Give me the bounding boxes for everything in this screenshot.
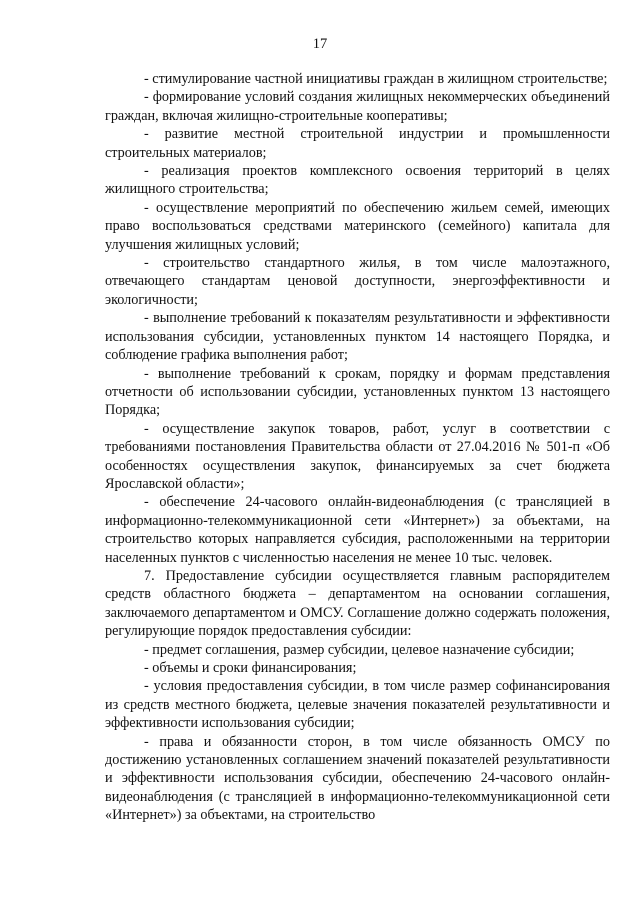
paragraph: - объемы и сроки финансирования; [144, 660, 357, 676]
page-number: 17 [312, 36, 328, 52]
paragraph: - выполнение требований к показателям результативности и эффективности использования субсидии, установленных пунктом 14 настоящего Порядка, и соблюдение графика выполнения работ; [105, 310, 610, 364]
paragraph: 7. Предоставление субсидии осуществляется главным распорядителем средств областного бюджета – департаментом на основании соглашения, заключаемого департаментом и ОМСУ. Соглашение должно содержать положения, регулирующие порядок предоставления субсидии: [105, 567, 610, 640]
paragraph: - условия предоставления субсидии, в том числе размер софинансирования из средств местного бюджета, целевые значения показателей результативности и эффективности использования субсидии; [105, 678, 610, 732]
paragraph: - реализация проектов комплексного освоения территорий в целях жилищного строительства; [105, 163, 610, 198]
paragraph: - осуществление мероприятий по обеспечению жильем семей, имеющих право воспользоваться средствами материнского (семейного) капитала для улучшения жилищных условий; [105, 199, 610, 253]
paragraph: - осуществление закупок товаров, работ, услуг в соответствии с требованиями постановления Правительства области от 27.04.2016 № 501-п «Об особенностях осуществления закупок, финансируемых за счет бюджета Ярославской области»; [105, 420, 610, 492]
paragraph: - выполнение требований к срокам, порядку и формам представления отчетности об использовании субсидии, установленных пунктом 13 настоящего Порядка; [105, 365, 610, 419]
paragraph: - права и обязанности сторон, в том числе обязанность ОМСУ по достижению установленных соглашением значений показателей результативности и эффективности использования субсидии, обеспечению 24-часового онлайн-видеонаблюдения (с трансляцией в информационно-телекоммуникационной сети «Интернет») за объектами, на строительство [105, 733, 610, 824]
paragraph: - строительство стандартного жилья, в том числе малоэтажного, отвечающего стандартам ценовой доступности, энергоэффективности и экологичности; [105, 255, 610, 308]
paragraph: - стимулирование частной инициативы граждан в жилищном строительстве; [144, 71, 608, 87]
paragraph: - развитие местной строительной индустрии и промышленности строительных материалов; [105, 126, 610, 161]
paragraph: - формирование условий создания жилищных некоммерческих объединений граждан, включая жилищно-строительные кооперативы; [105, 89, 610, 124]
body-text [105, 70, 610, 825]
paragraph: - обеспечение 24-часового онлайн-видеонаблюдения (с трансляцией в информационно-телекоммуникационной сети «Интернет») за объектами, на строительство которых направляется субсидия, расположенными на территории населенных пунктов с численностью населения не менее 10 тыс. человек. [105, 494, 610, 566]
paragraph: - предмет соглашения, размер субсидии, целевое назначение субсидии; [144, 641, 575, 658]
